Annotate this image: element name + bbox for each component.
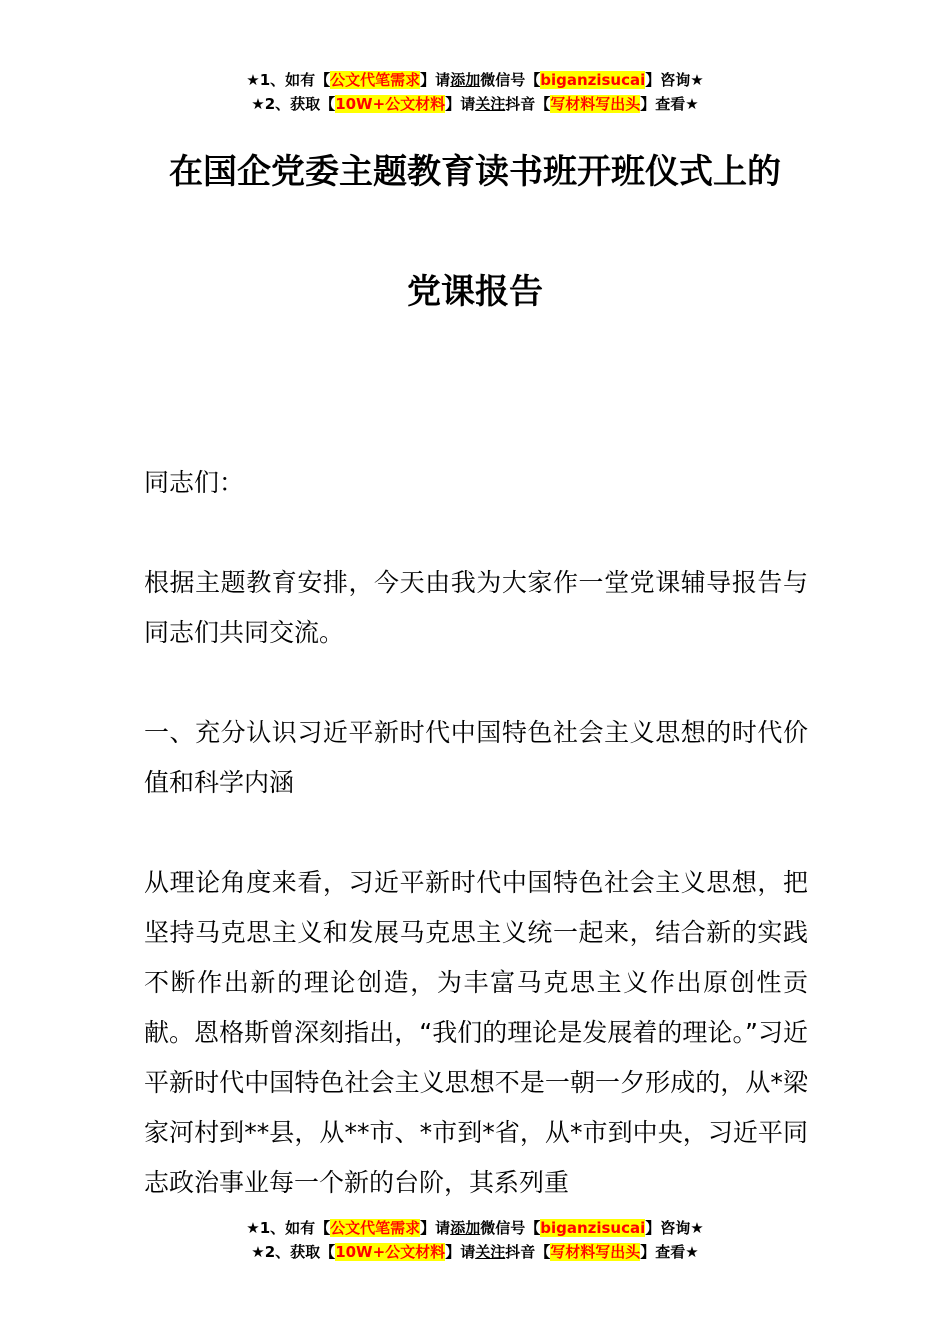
banner-text: 】查看★: [640, 95, 699, 113]
salutation: 同志们：: [144, 468, 245, 497]
highlight-materials: 10W+公文材料: [335, 95, 446, 113]
highlight-service: 公文代笔需求: [330, 1219, 421, 1237]
highlight-materials: 10W+公文材料: [335, 1243, 446, 1261]
banner-text: 】查看★: [640, 1243, 699, 1261]
banner-text: 】请: [420, 71, 451, 89]
banner-text: ★1、如有【: [246, 71, 331, 89]
banner-line-1: [0, 68, 950, 92]
banner-text: 】请: [445, 95, 476, 113]
underlined-text: 添加: [450, 1219, 481, 1237]
banner-text: 微信号【: [480, 1219, 541, 1237]
banner-text: ★2、获取【: [251, 1243, 336, 1261]
underlined-text: 添加: [450, 71, 481, 89]
intro-paragraph: 根据主题教育安排，今天由我为大家作一堂党课辅导报告与同志们共同交流。: [144, 568, 808, 647]
banner-text: 】请: [420, 1219, 451, 1237]
highlight-douyin-account: 写材料写出头: [550, 1243, 641, 1261]
banner-line-2: [0, 92, 950, 116]
section-heading-1: 一、充分认识习近平新时代中国特色社会主义思想的时代价值和科学内涵: [144, 718, 808, 797]
document-title-line-1: 在国企党委主题教育读书班开班仪式上的: [169, 152, 781, 192]
footer-banner: [0, 1216, 950, 1264]
banner-text: 抖音【: [505, 95, 551, 113]
highlight-wechat-id: biganzisucai: [540, 1219, 646, 1237]
banner-text: 】咨询★: [645, 71, 704, 89]
banner-line-2: [0, 1240, 950, 1264]
banner-text: 】咨询★: [645, 1219, 704, 1237]
document-title-line-2: 党课报告: [407, 272, 543, 312]
highlight-service: 公文代笔需求: [330, 71, 421, 89]
banner-text: 抖音【: [505, 1243, 551, 1261]
banner-text: 微信号【: [480, 71, 541, 89]
banner-text: ★2、获取【: [251, 95, 336, 113]
highlight-wechat-id: biganzisucai: [540, 71, 646, 89]
banner-line-1: [0, 1216, 950, 1240]
underlined-text: 关注: [475, 95, 506, 113]
banner-text: 】请: [445, 1243, 476, 1261]
banner-text: ★1、如有【: [246, 1219, 331, 1237]
highlight-douyin-account: 写材料写出头: [550, 95, 641, 113]
header-banner: [0, 68, 950, 116]
underlined-text: 关注: [475, 1243, 506, 1261]
body-paragraph-1: 从理论角度来看，习近平新时代中国特色社会主义思想，把坚持马克思主义和发展马克思主义统一起来，结合新的实践不断作出新的理论创造，为丰富马克思主义作出原创性贡献。恩格斯曾深刻指出，“我们的理论是发展着的理论。”习近平新时代中国特色社会主义思想不是一朝一夕形成的，从*梁家河村到**县，从**市、*市到*省，从*市到中央，习近平同志政治事业每一个新的台阶，其系列重: [144, 868, 808, 1197]
